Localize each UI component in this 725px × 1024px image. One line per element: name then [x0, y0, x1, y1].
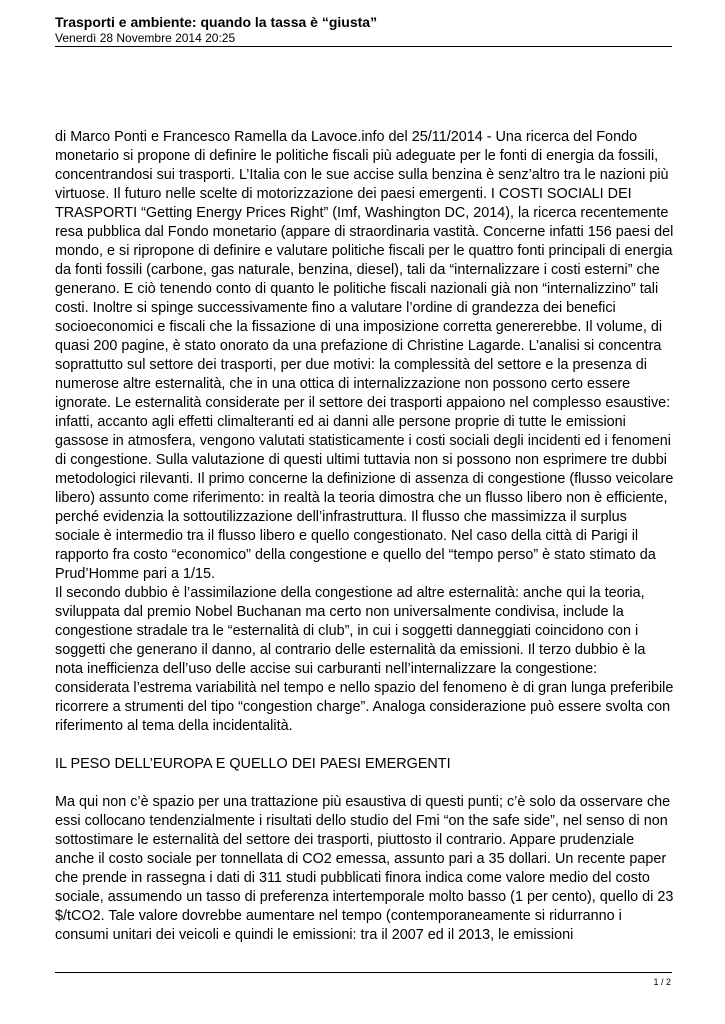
article-title: Trasporti e ambiente: quando la tassa è “giusta”	[55, 14, 378, 30]
article-body	[55, 128, 675, 945]
page-number: 1 / 2	[653, 977, 671, 987]
article-date: Venerdì 28 Novembre 2014 20:25	[55, 31, 236, 45]
body-paragraph: di Marco Ponti e Francesco Ramella da Lavoce.info del 25/11/2014 - Una ricerca del Fondo monetario si propone di definire le politiche fiscali più adeguate per le fonti di energia da fossili, concentrandosi sui trasporti. L’Italia con le sue accise sulla benzina è senz’altro tra le nazioni più virtuose. Il futuro nelle scelte di motorizzazione dei paesi emergenti. I COSTI SOCIALI DEI TRASPORTI “Getting Energy Prices Right” (Imf, Washington DC, 2014), la ricerca recentemente resa pubblica dal Fondo monetario (appare di straordinaria vastità. Concerne infatti 156 paesi del mondo, e si ripropone di definire e valutare politiche fiscali per le quattro fonti principali di energia da fonti fossili (carbone, gas naturale, benzina, diesel), tali da “internalizzare i costi esterni” che generano. E ciò tenendo conto di quanto le politiche fiscali nazionali già non “internalizzino” tali costi. Inoltre si spinge successivamente fino a valutare l’ordine di grandezza dei benefici socioeconomici e fiscali che la fissazione di una imposizione corretta genererebbe. Il volume, di quasi 200 pagine, è stato onorato da una prefazione di Christine Lagarde. L’analisi si concentra soprattutto sul settore dei trasporti, per due motivi: la complessità del settore e la presenza di numerose altre esternalità, che in una ottica di internalizzazione non possono certo essere ignorate. Le esternalità considerate per il settore dei trasporti appaiono nel complesso esaustive: infatti, accanto agli effetti climalteranti ed ai danni alle persone proprie di tutte le emissioni gassose in atmosfera, vengono valutati statisticamente i costi sociali degli incidenti ed i fenomeni di congestione. Sulla valutazione di questi ultimi tuttavia non si possono non esprimere tre dubbi metodologici rilevanti. Il primo concerne la definizione di assenza di congestione (flusso veicolare libero) assunto come riferimento: in realtà la teoria dimostra che un flusso libero non è efficiente, perché evidenzia la sottoutilizzazione dell’infrastruttura. Il flusso che massimizza il surplus sociale è intermedio tra il flusso libero e quello congestionato. Nel caso della città di Parigi il rapporto fra costo “economico” della congestione e quello del “tempo perso” è stato stimato da Prud’Homme pari a 1/15.	[55, 129, 674, 582]
footer-divider	[55, 972, 672, 973]
body-paragraph: Ma qui non c’è spazio per una trattazione più esaustiva di questi punti; c’è solo da osservare che essi collocano tendenzialmente i risultati dello studio del Fmi “on the safe side”, nel senso di non sottostimare le esternalità del settore dei trasporti, piuttosto il contrario. Appare prudenziale anche il costo sociale per tonnellata di CO2 emessa, assunto pari a 35 dollari. Un recente paper che prende in rassegna i dati di 311 studi pubblicati finora indica come valore medio del costo sociale, assumendo un tasso di preferenza intertemporale molto basso (1 per cento), quello di 23 $/tCO2. Tale valore dovrebbe aumentare nel tempo (contemporaneamente si ridurranno i consumi unitari dei veicoli e quindi le emissioni: tra il 2007 ed il 2013, le emissioni	[55, 794, 674, 943]
body-paragraph: Il secondo dubbio è l’assimilazione della congestione ad altre esternalità: anche qui la teoria, sviluppata dal premio Nobel Buchanan ma certo non universalmente condivisa, include la congestione stradale tra le “esternalità di club”, in cui i soggetti danneggiati coincidono con i soggetti che generano il danno, al contrario delle esternalità da emissioni. Il terzo dubbio è la nota inefficienza dell’uso delle accise sui carburanti nell’internalizzare la congestione: considerata l’estrema variabilità nel tempo e nello spazio del fenomeno è di gran lunga preferibile ricorrere a strumenti del tipo “congestion charge”. Analoga considerazione può essere svolta con riferimento al tema della incidentalità.	[55, 585, 674, 734]
page-header	[55, 14, 675, 45]
section-heading: IL PESO DELL’EUROPA E QUELLO DEI PAESI EMERGENTI	[55, 756, 451, 772]
header-divider	[55, 46, 672, 47]
